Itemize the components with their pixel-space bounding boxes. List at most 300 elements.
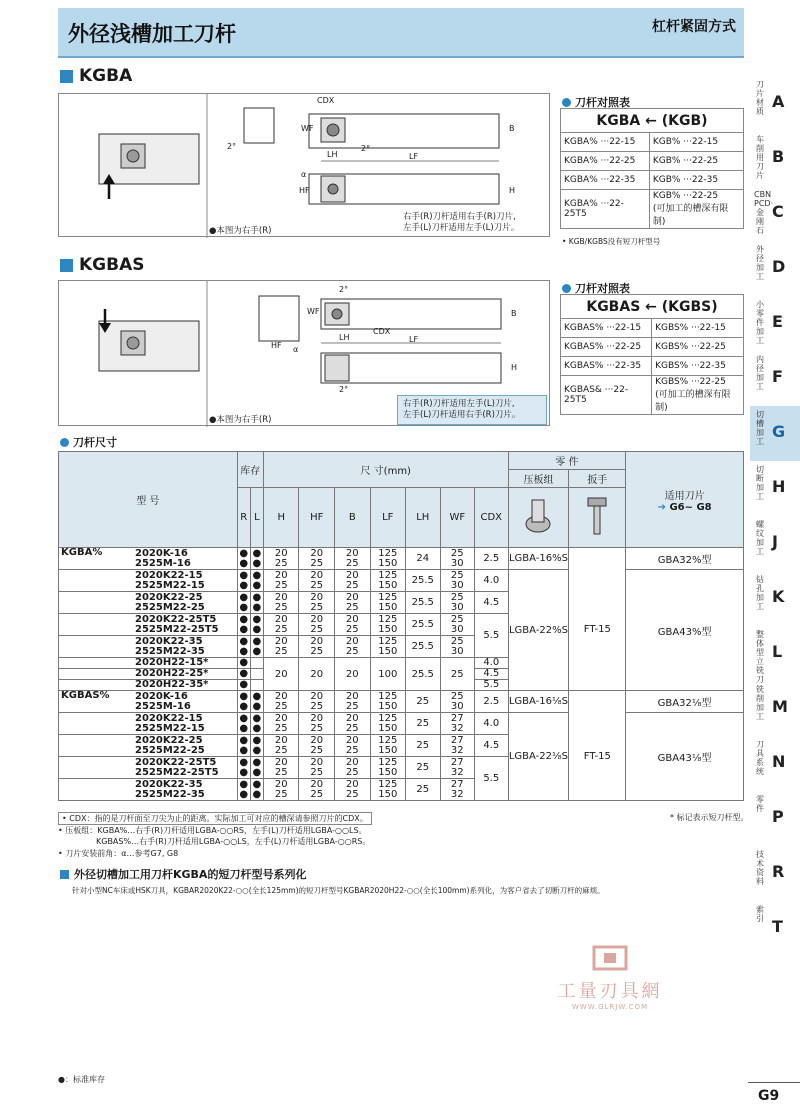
sidebar-item-h[interactable] (750, 461, 800, 516)
sidebar-item-m[interactable] (750, 681, 800, 736)
section-square-icon (60, 870, 69, 879)
cell-wrench (569, 548, 626, 570)
cell-cdx: 4.5 (475, 592, 508, 614)
sidebar-item-r[interactable] (750, 846, 800, 901)
model-cell: 2020K22-25T5 2525M22-25T5 (59, 757, 238, 779)
cell-b: 20 25 (335, 735, 371, 757)
dim-lh: LH (339, 333, 350, 342)
sidebar-item-label: 切槽加工 (756, 410, 764, 446)
wrench-icon (582, 494, 612, 538)
table-row (59, 570, 744, 592)
col-cdx: CDX (475, 488, 508, 548)
cell-lh: 25 (406, 713, 441, 735)
sidebar-item-letter: T (772, 917, 783, 936)
arrow-circle-icon: ➔ (657, 501, 670, 513)
cell-b: 20 25 (335, 570, 371, 592)
sidebar-item-j[interactable] (750, 516, 800, 571)
bullet-icon (562, 284, 571, 293)
note-cdx: • CDX：指的是刀杆面至刀尖为止的距离。实际加工可对应的槽深请参照刀片的CDX。 (58, 812, 372, 825)
cell-lf: 125 150 (370, 570, 406, 592)
table-row (59, 548, 744, 570)
model-cell: 2020K22-25 2525M22-25 (59, 735, 238, 757)
dim-wf: WF (301, 124, 314, 133)
cell-lf: 125 150 (370, 614, 406, 636)
model-cell: 2020K22-15 2525M22-15 (59, 713, 238, 735)
xref-cell: KGB% ···22-35 (649, 171, 743, 190)
page-rule (748, 1082, 800, 1083)
stock-r: ● ● (237, 570, 250, 592)
sidebar-item-label: 铣削加工 (756, 685, 764, 721)
promo-text: 针对小型NC车床或HSK刀具，KGBAR2020K22-○○(全长125mm)的短刀杆型号KGBAR2020H22-○○(全长100mm)系列化，为客户省去了切断刀杆的麻烦。 (72, 886, 605, 895)
dim-2deg-b: 2° (361, 144, 371, 153)
stock-r: ● ● (237, 614, 250, 636)
xref-cell: KGBAS% ···22-25 (561, 338, 652, 357)
col-wrench: 扳手 (569, 470, 626, 488)
cell-h: 20 25 (263, 548, 299, 570)
xref-cell: KGBS% ···22-25 (652, 338, 744, 357)
col-wf: WF (440, 488, 475, 548)
cell-cdx: 4.0 (475, 570, 508, 592)
watermark (540, 945, 680, 1011)
xref-head-right: (KGB) (661, 112, 708, 129)
dim-h: H (511, 363, 518, 372)
page-title: 外径浅槽加工刀杆 (68, 22, 236, 46)
dim-2deg: 2° (227, 142, 237, 151)
sidebar-item-label: 刀具系统 (756, 740, 764, 776)
cell-h: 20 25 (263, 779, 299, 801)
dim-alpha: α (293, 345, 299, 354)
page-header (58, 8, 744, 56)
cell-wf: 25 30 (440, 592, 475, 614)
cell-lf: 125 150 (370, 592, 406, 614)
stock-r: ● ● (237, 548, 250, 570)
cell-lh: 25 (406, 757, 441, 779)
model-cell: 2020K22-15 2525M22-15 (59, 570, 238, 592)
dim-hf: HF (299, 186, 310, 195)
sidebar-item-letter: M (772, 697, 788, 716)
sidebar-item-p[interactable] (750, 791, 800, 846)
cell-cdx: 4.5 (475, 735, 508, 757)
table-row (59, 713, 744, 735)
cell-h: 20 25 (263, 735, 299, 757)
cell-b: 20 25 (335, 713, 371, 735)
cell-b: 20 (335, 658, 371, 691)
cell-h: 20 25 (263, 691, 299, 713)
kgbas-note-right-1: 右手(R)刀杆适用左手(L)刀片, (403, 399, 515, 409)
section-square-icon (60, 259, 73, 272)
xref-cell: KGBAS% ···22-15 (561, 319, 652, 338)
arrow-left-icon: ← (645, 112, 662, 129)
sidebar-item-g[interactable] (750, 406, 800, 461)
kgba-diagram (58, 93, 550, 237)
dim-wf: WF (307, 307, 320, 316)
sidebar-item-label: 内径加工 (756, 355, 764, 391)
stock-l: ● ● (250, 636, 263, 658)
watermark-brand: 工量刃具網 (557, 981, 663, 1002)
xref-cell: KGBAS% ···22-35 (561, 357, 652, 376)
cell-h: 20 25 (263, 636, 299, 658)
cell-hf: 20 (299, 658, 335, 691)
kgbas-xref-head (561, 295, 744, 319)
section-square-icon (60, 70, 73, 83)
stock-l: ● ● (250, 779, 263, 801)
cell-b: 20 25 (335, 592, 371, 614)
sidebar-item-letter: A (772, 92, 785, 111)
sidebar-item-label: 钻孔加工 (756, 575, 764, 611)
stock-l: ● ● (250, 592, 263, 614)
sidebar-item-d[interactable] (750, 241, 800, 296)
sidebar-item-letter: C (772, 202, 784, 221)
section-kgba-title: KGBA (79, 66, 133, 86)
col-lf: LF (370, 488, 406, 548)
cell-clamp: LGBA-22%S (508, 570, 569, 691)
xref-cell: KGBA% ···22-35 (561, 171, 650, 190)
sidebar-item-label: 技术资料 (756, 850, 764, 886)
cell-hf: 20 25 (299, 735, 335, 757)
cell-insert: GBA32%型 (626, 548, 744, 570)
xref-cell-sub: (可加工的槽深有限制) (652, 204, 729, 227)
cell-b: 20 25 (335, 548, 371, 570)
bullet-icon (562, 98, 571, 107)
bullet-icon (60, 438, 69, 447)
dims-title-text: 刀杆尺寸 (73, 436, 117, 449)
arrow-left-icon: ← (645, 298, 662, 315)
cell-lf: 125 150 (370, 757, 406, 779)
cell-insert: GBA32⅟₈型 (626, 691, 744, 713)
cell-cdx: 2.5 (475, 548, 508, 570)
xref-head-right: (KGBS) (661, 298, 718, 315)
sidebar-item-letter: K (772, 587, 785, 606)
dim-b: B (509, 124, 515, 133)
kgba-xref-title-text: 刀杆对照表 (575, 96, 630, 109)
cell-cdx: 4.5 (475, 669, 508, 680)
cell-lh: 25 (406, 735, 441, 757)
xref-cell-sub: (可加工的槽深有限制) (655, 390, 731, 413)
xref-cell (652, 376, 744, 415)
stock-r: ● ● (237, 735, 250, 757)
stock-r: ● ● (237, 592, 250, 614)
cell-cdx: 4.0 (475, 713, 508, 735)
dim-2deg-b: 2° (339, 385, 349, 394)
cell-wf: 25 30 (440, 570, 475, 592)
xref-cell: KGBAS& ···22-25T5 (561, 376, 652, 415)
sidebar-item-letter: B (772, 147, 785, 166)
sidebar-item-letter: E (772, 312, 783, 331)
page-number: G9 (758, 1088, 780, 1104)
stock-l: ● ● (250, 757, 263, 779)
cell-clamp: LGBA-16⅟₈S (508, 691, 569, 713)
cell-lh: 25.5 (406, 614, 441, 636)
cell-hf: 20 25 (299, 570, 335, 592)
col-dims: 尺 寸(mm) (263, 452, 508, 488)
header-rule (58, 56, 744, 58)
cell-wf: 27 32 (440, 735, 475, 757)
promo-title-text: 外径切槽加工用刀杆KGBA的短刀杆型号系列化 (74, 868, 307, 881)
col-lh: LH (406, 488, 441, 548)
cell-wf: 27 32 (440, 779, 475, 801)
promo-title (60, 866, 306, 882)
kgbas-note-left: ●本图为右手(R) (209, 415, 272, 425)
sidebar-item-label: 螺纹加工 (756, 520, 764, 556)
sidebar-item-letter: F (772, 367, 783, 386)
dim-cdx: CDX (373, 327, 391, 336)
kgbas-diagram (58, 280, 550, 426)
col-insert (626, 452, 744, 548)
xref-cell: KGB% ···22-25 (649, 152, 743, 171)
stock-r: ● (237, 658, 250, 669)
stock-r: ● (237, 669, 250, 680)
col-parts: 零 件 (508, 452, 626, 470)
cell-hf: 20 25 (299, 691, 335, 713)
dimensions-body (59, 548, 744, 801)
stock-r: ● ● (237, 636, 250, 658)
section-kgbas-title: KGBAS (79, 255, 145, 275)
cell-lf: 125 150 (370, 636, 406, 658)
sidebar-item-label: 外径加工 (756, 245, 764, 281)
sidebar-item-letter: P (772, 807, 784, 826)
stock-l: ● ● (250, 691, 263, 713)
xref-cell: KGBA% ···22-25 (561, 152, 650, 171)
cell-b: 20 25 (335, 614, 371, 636)
stock-l (250, 680, 263, 691)
kgba-note-right (403, 212, 519, 234)
xref-cell: KGBS% ···22-15 (652, 319, 744, 338)
col-model: 型 号 (59, 452, 238, 548)
model-cell: 2020K22-35 2525M22-35 (59, 779, 238, 801)
col-r: R (237, 488, 250, 548)
sidebar-item-letter: D (772, 257, 786, 276)
xref-cell: KGBS% ···22-35 (652, 357, 744, 376)
stock-r: ● (237, 680, 250, 691)
kgbas-xref-table (560, 294, 744, 415)
sidebar-item-letter: R (772, 862, 785, 881)
cell-wf: 27 32 (440, 713, 475, 735)
note-rake: • 刀片安装前角：α…参考G7, G8 (58, 849, 179, 858)
dim-b: B (511, 309, 517, 318)
model-cell: 2020H22-25* (59, 669, 238, 680)
col-clamp: 压板组 (508, 470, 569, 488)
model-cell: 2020H22-35* (59, 680, 238, 691)
watermark-url: WWW.GLRJW.COM (571, 1003, 649, 1011)
dim-2deg: 2° (339, 285, 349, 294)
sidebar-item-label: 车削用刀片 (756, 135, 764, 180)
cell-hf: 20 25 (299, 713, 335, 735)
kgbas-xref-title-text: 刀杆对照表 (575, 282, 630, 295)
stock-l: ● ● (250, 548, 263, 570)
sidebar-item-l[interactable] (750, 626, 800, 684)
section-kgba (60, 66, 132, 86)
cell-cdx: 5.5 (475, 680, 508, 691)
col-stock: 库存 (237, 452, 263, 488)
clamp-image (508, 488, 569, 548)
col-l: L (250, 488, 263, 548)
insert-ref-text: G6~ G8 (669, 501, 712, 513)
cell-wrench: FT-15 (569, 713, 626, 801)
cell-lf: 125 150 (370, 779, 406, 801)
legend-standard-stock: ●：标准库存 (58, 1075, 105, 1084)
sidebar-item-letter: G (772, 422, 786, 441)
clamp-type-label: 杠杆紧固方式 (652, 19, 736, 35)
cell-cdx: 5.5 (475, 757, 508, 801)
stock-l: ● ● (250, 713, 263, 735)
cell-lh: 25.5 (406, 636, 441, 658)
model-cell: 2020K22-25T5 2525M22-25T5 (59, 614, 238, 636)
sidebar-item-c[interactable] (750, 186, 800, 241)
stock-r: ● ● (237, 779, 250, 801)
cell-b: 20 25 (335, 779, 371, 801)
cell-b: 20 25 (335, 691, 371, 713)
xref-cell (649, 190, 743, 229)
cell-hf: 20 25 (299, 636, 335, 658)
cell-wf: 25 (440, 658, 475, 691)
stock-l: ● ● (250, 735, 263, 757)
stock-l (250, 658, 263, 669)
note-clamp-2: KGBAS%…右手(R)刀杆适用LGBA-○○LS，左手(L)刀杆适用LGBA-○○RS。 (96, 837, 371, 846)
watermark-logo-icon (590, 945, 630, 973)
cell-lf: 125 150 (370, 735, 406, 757)
insert-ref (626, 502, 743, 513)
sidebar-item-label: 整体型立铣刀 (756, 630, 764, 684)
cell-wf: 25 30 (440, 548, 475, 570)
stock-l (250, 669, 263, 680)
cell-lf: 125 150 (370, 713, 406, 735)
sidebar-item-label: CBN PCD·金刚石 (754, 190, 774, 235)
dim-lf: LF (409, 335, 419, 344)
cell-h: 20 25 (263, 713, 299, 735)
cell-wrench: FT-15 (569, 570, 626, 691)
insert-head: 适用刀片 (664, 490, 705, 502)
xref-cell-main: KGBS% ···22-25 (655, 377, 726, 387)
sidebar-item-f[interactable] (750, 351, 800, 406)
sidebar-item-label: 切断加工 (756, 465, 764, 501)
cell-lh: 25 (406, 691, 441, 713)
cell-insert: GBA43%型 (626, 570, 744, 691)
cell-wf: 25 30 (440, 614, 475, 636)
sidebar-item-label: 零件 (756, 795, 764, 813)
cell-b: 20 25 (335, 757, 371, 779)
model-cell: KGBAS% 2020K-16 2525M-16 (59, 691, 238, 713)
dims-title (60, 434, 117, 450)
kgbas-note-right-2: 左手(L)刀杆适用右手(R)刀片。 (403, 410, 521, 420)
sidebar-item-t[interactable] (750, 901, 800, 956)
sidebar-item-letter: L (772, 642, 783, 661)
model-cell: 2020K22-25 2525M22-25 (59, 592, 238, 614)
stock-r: ● ● (237, 757, 250, 779)
cell-hf: 20 25 (299, 592, 335, 614)
cell-wrench (569, 691, 626, 713)
sidebar-item-label: 小零件加工 (756, 300, 764, 345)
sidebar-item-label: 索引 (756, 905, 764, 923)
xref-cell-main: KGB% ···22-25 (652, 191, 719, 201)
cell-lf: 125 150 (370, 548, 406, 570)
col-b: B (335, 488, 371, 548)
kgba-note-right-2: 左手(L)刀杆适用左手(L)刀片。 (403, 223, 520, 233)
cell-wf: 25 30 (440, 691, 475, 713)
cell-hf: 20 25 (299, 548, 335, 570)
cell-h: 20 25 (263, 592, 299, 614)
sidebar-item-a[interactable] (750, 76, 800, 131)
kgbas-note-right (397, 395, 547, 425)
model-cell: 2020H22-15* (59, 658, 238, 669)
model-cell: KGBA% 2020K-16 2525M-16 (59, 548, 238, 570)
xref-cell: KGBA% ···22-15 (561, 133, 650, 152)
cell-lf: 125 150 (370, 691, 406, 713)
sidebar-item-letter: J (772, 532, 778, 551)
col-h: H (263, 488, 299, 548)
xref-head-left: KGBA (596, 112, 641, 129)
dim-h: H (509, 186, 516, 195)
cell-lf: 100 (370, 658, 406, 691)
cell-insert: GBA43⅟₈型 (626, 713, 744, 801)
cell-hf: 20 25 (299, 779, 335, 801)
cell-wf: 25 30 (440, 636, 475, 658)
dim-lh: LH (327, 150, 338, 159)
note-short-type: * 标记表示短刀杆型。 (670, 813, 749, 822)
kgba-note-left: ●本图为右手(R) (209, 226, 272, 236)
cell-cdx: 5.5 (475, 614, 508, 658)
dimensions-table (58, 451, 744, 801)
stock-l: ● ● (250, 570, 263, 592)
col-hf: HF (299, 488, 335, 548)
dim-alpha: α (301, 170, 307, 179)
cell-clamp: LGBA-22⅟₈S (508, 713, 569, 801)
clamp-set-icon (518, 494, 558, 538)
cell-h: 20 (263, 658, 299, 691)
stock-l: ● ● (250, 614, 263, 636)
cell-lh: 24 (406, 548, 441, 570)
stock-r: ● ● (237, 691, 250, 713)
dim-lf: LF (409, 152, 419, 161)
model-cell: 2020K22-35 2525M22-35 (59, 636, 238, 658)
dim-cdx: CDX (317, 96, 335, 105)
xref-cell: KGBA% ···22-25T5 (561, 190, 650, 229)
cell-lh: 25.5 (406, 570, 441, 592)
cell-lh: 25 (406, 779, 441, 801)
sidebar-item-n[interactable] (750, 736, 800, 791)
stock-r: ● ● (237, 713, 250, 735)
cell-clamp: LGBA-16%S (508, 548, 569, 570)
note-clamp-1: • 压板组：KGBA%…右手(R)刀杆适用LGBA-○○RS，左手(L)刀杆适用LGBA-○○LS。 (58, 826, 367, 835)
xref-cell: KGB% ···22-15 (649, 133, 743, 152)
dim-hf: HF (271, 341, 282, 350)
sidebar-item-letter: H (772, 477, 786, 496)
sidebar-item-k[interactable] (750, 571, 800, 626)
sidebar-item-label: 刀片材质 (756, 80, 764, 116)
cell-wf: 27 32 (440, 757, 475, 779)
xref-head-left: KGBAS (586, 298, 641, 315)
cell-cdx: 2.5 (475, 691, 508, 713)
cell-lh: 25.5 (406, 658, 441, 691)
table-row (59, 691, 744, 713)
sidebar-item-letter: N (772, 752, 786, 771)
cell-h: 20 25 (263, 757, 299, 779)
kgba-note-right-1: 右手(R)刀杆适用右手(R)刀片, (403, 212, 516, 222)
xref-note: • KGB/KGBS没有短刀杆型号 (562, 237, 661, 246)
cell-hf: 20 25 (299, 757, 335, 779)
sidebar-item-b[interactable] (750, 131, 800, 186)
kgba-xref-table (560, 108, 744, 229)
cell-h: 20 25 (263, 614, 299, 636)
cell-b: 20 25 (335, 636, 371, 658)
cell-cdx: 4.0 (475, 658, 508, 669)
cell-lh: 25.5 (406, 592, 441, 614)
kgba-xref-head (561, 109, 744, 133)
sidebar-item-e[interactable] (750, 296, 800, 351)
wrench-image (569, 488, 626, 548)
section-kgbas (60, 255, 145, 275)
cell-h: 20 25 (263, 570, 299, 592)
cell-hf: 20 25 (299, 614, 335, 636)
